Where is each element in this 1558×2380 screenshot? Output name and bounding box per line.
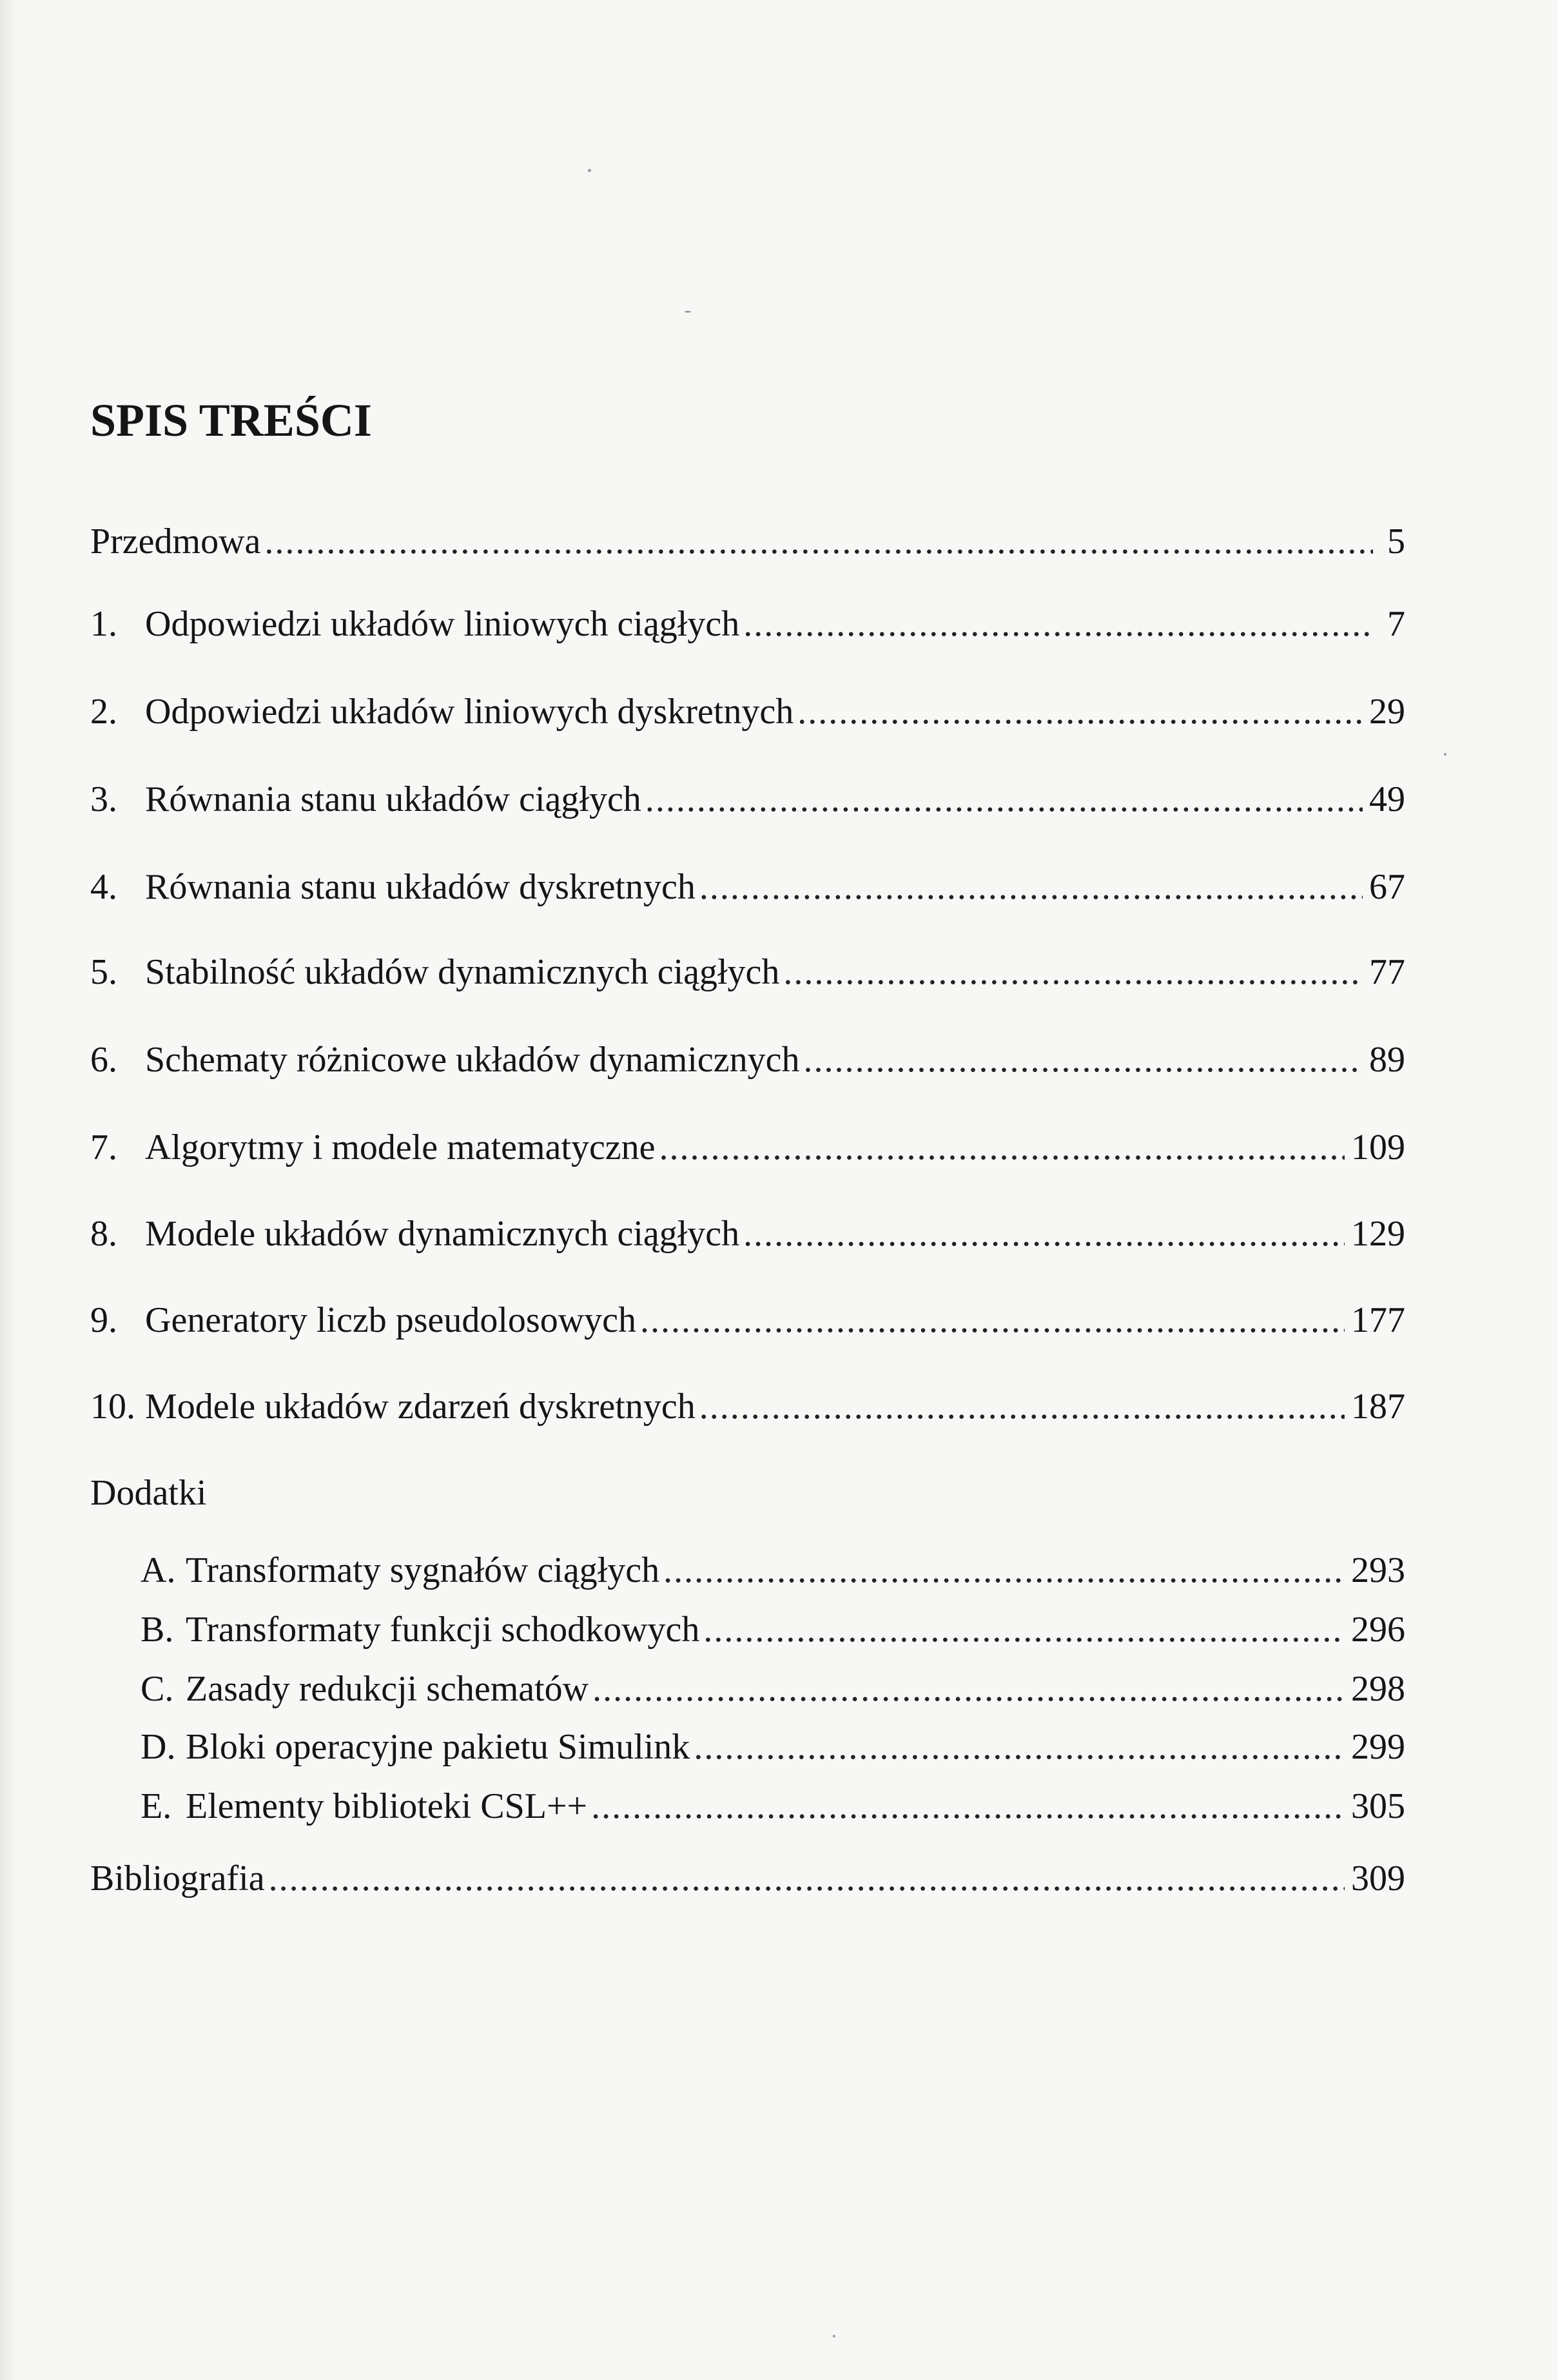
toc-entry-chapter: [90, 1034, 1405, 1086]
toc-entry-page: 7: [1387, 604, 1405, 644]
toc-entry-label: Schematy różnicowe układów dynamicznych: [145, 1040, 800, 1080]
toc-entry-label: Bloki operacyjne pakietu Simulink: [186, 1727, 690, 1767]
toc-leader-dots: [743, 598, 1373, 650]
toc-entry-page: 296: [1351, 1610, 1405, 1650]
toc-entry-number: 5.: [90, 952, 117, 992]
toc-entry-page: 305: [1351, 1786, 1405, 1826]
toc-leader-dots: [694, 1721, 1345, 1773]
toc-entry-label: Elementy biblioteki CSL++: [186, 1786, 588, 1826]
toc-entry-page: 309: [1351, 1858, 1405, 1898]
toc-entry-chapter: [90, 774, 1405, 825]
toc-entry-number: A.: [141, 1550, 176, 1590]
toc-entry-number: D.: [141, 1727, 176, 1767]
toc-entry-appendix: [141, 1780, 1405, 1832]
toc-entry-preface: [90, 516, 1405, 567]
toc-leader-dots: [703, 1604, 1345, 1655]
toc-leader-dots: [803, 1034, 1363, 1086]
toc-entry-page: 89: [1369, 1040, 1405, 1080]
toc-entry-chapter: [90, 598, 1405, 650]
toc-entry-chapter: [90, 946, 1405, 998]
toc-entry-page: 109: [1351, 1127, 1405, 1167]
toc-entry-label: Równania stanu układów dyskretnych: [145, 867, 696, 907]
toc-entry-number: 10.: [90, 1387, 135, 1427]
toc-leader-dots: [659, 1122, 1345, 1173]
toc-entry-chapter: [90, 861, 1405, 913]
toc-leader-dots: [783, 946, 1363, 998]
scan-speck: [588, 169, 591, 172]
toc-entry-page: 177: [1351, 1300, 1405, 1340]
toc-leader-dots: [640, 1294, 1345, 1346]
toc-entry-number: 4.: [90, 867, 117, 907]
page-edge-shadow: [0, 0, 17, 2380]
toc-entry-number: C.: [141, 1669, 174, 1709]
toc-entry-label: Bibliografia: [90, 1858, 265, 1898]
toc-entry-number: 3.: [90, 779, 117, 819]
toc-entry-page: 187: [1351, 1387, 1405, 1427]
toc-entry-number: 1.: [90, 604, 117, 644]
toc-entry-chapter: [90, 686, 1405, 737]
toc-leader-dots: [699, 1381, 1345, 1432]
toc-leader-dots: [743, 1208, 1345, 1260]
toc-entry-label: Stabilność układów dynamicznych ciągłych: [145, 952, 780, 992]
toc-leader-dots: [591, 1780, 1345, 1832]
toc-entry-label: Transformaty funkcji schodkowych: [186, 1610, 700, 1650]
toc-entry-appendix: [141, 1604, 1405, 1655]
toc-entry-number: 9.: [90, 1300, 117, 1340]
toc-leader-dots: [797, 686, 1363, 737]
toc-entry-label: Transformaty sygnałów ciągłych: [186, 1550, 660, 1590]
toc-entry-page: 293: [1351, 1550, 1405, 1590]
toc-entry-appendix: [141, 1721, 1405, 1773]
toc-entry-bibliography: [90, 1853, 1405, 1904]
toc-entry-number: 8.: [90, 1214, 117, 1254]
toc-entry-label: Odpowiedzi układów liniowych ciągłych: [145, 604, 740, 644]
scan-speck: [833, 2335, 835, 2337]
toc-entry-label: Modele układów zdarzeń dyskretnych: [145, 1387, 696, 1427]
toc-entry-appendix: [141, 1545, 1405, 1596]
toc-leader-dots: [699, 861, 1363, 913]
toc-entry-label: Generatory liczb pseudolosowych: [145, 1300, 636, 1340]
toc-entry-label: Przedmowa: [90, 522, 261, 561]
toc-entry-label: Równania stanu układów ciągłych: [145, 779, 641, 819]
toc-entry-chapter: [90, 1122, 1405, 1173]
toc-entry-page: 67: [1369, 867, 1405, 907]
scan-speck: [1444, 753, 1446, 756]
toc-entry-label: Zasady redukcji schematów: [186, 1669, 589, 1709]
toc-entry-number: 2.: [90, 692, 117, 732]
toc-leader-dots: [645, 774, 1363, 825]
toc-entry-label: Algorytmy i modele matematyczne: [145, 1127, 656, 1167]
toc-entry-number: 7.: [90, 1127, 117, 1167]
toc-entry-page: 5: [1387, 522, 1405, 561]
toc-entry-chapter: [90, 1208, 1405, 1260]
toc-entry-chapter: [90, 1294, 1405, 1346]
appendix-heading: Dodatki: [90, 1473, 207, 1513]
toc-entry-chapter: [90, 1381, 1405, 1432]
toc-entry-page: 29: [1369, 692, 1405, 732]
toc-entry-number: E.: [141, 1786, 172, 1826]
toc-entry-number: B.: [141, 1610, 174, 1650]
toc-entry-number: 6.: [90, 1040, 117, 1080]
toc-leader-dots: [264, 516, 1373, 567]
toc-entry-label: Modele układów dynamicznych ciągłych: [145, 1214, 740, 1254]
toc-leader-dots: [269, 1853, 1345, 1904]
page-title: SPIS TREŚCI: [90, 395, 372, 447]
toc-entry-page: 49: [1369, 779, 1405, 819]
toc-entry-page: 298: [1351, 1669, 1405, 1709]
toc-entry-page: 77: [1369, 952, 1405, 992]
toc-entry-label: Odpowiedzi układów liniowych dyskretnych: [145, 692, 794, 732]
toc-leader-dots: [663, 1545, 1345, 1596]
toc-entry-page: 129: [1351, 1214, 1405, 1254]
toc-entry-page: 299: [1351, 1727, 1405, 1767]
toc-entry-appendix: [141, 1663, 1405, 1715]
scan-speck: [685, 311, 691, 313]
toc-leader-dots: [592, 1663, 1345, 1715]
